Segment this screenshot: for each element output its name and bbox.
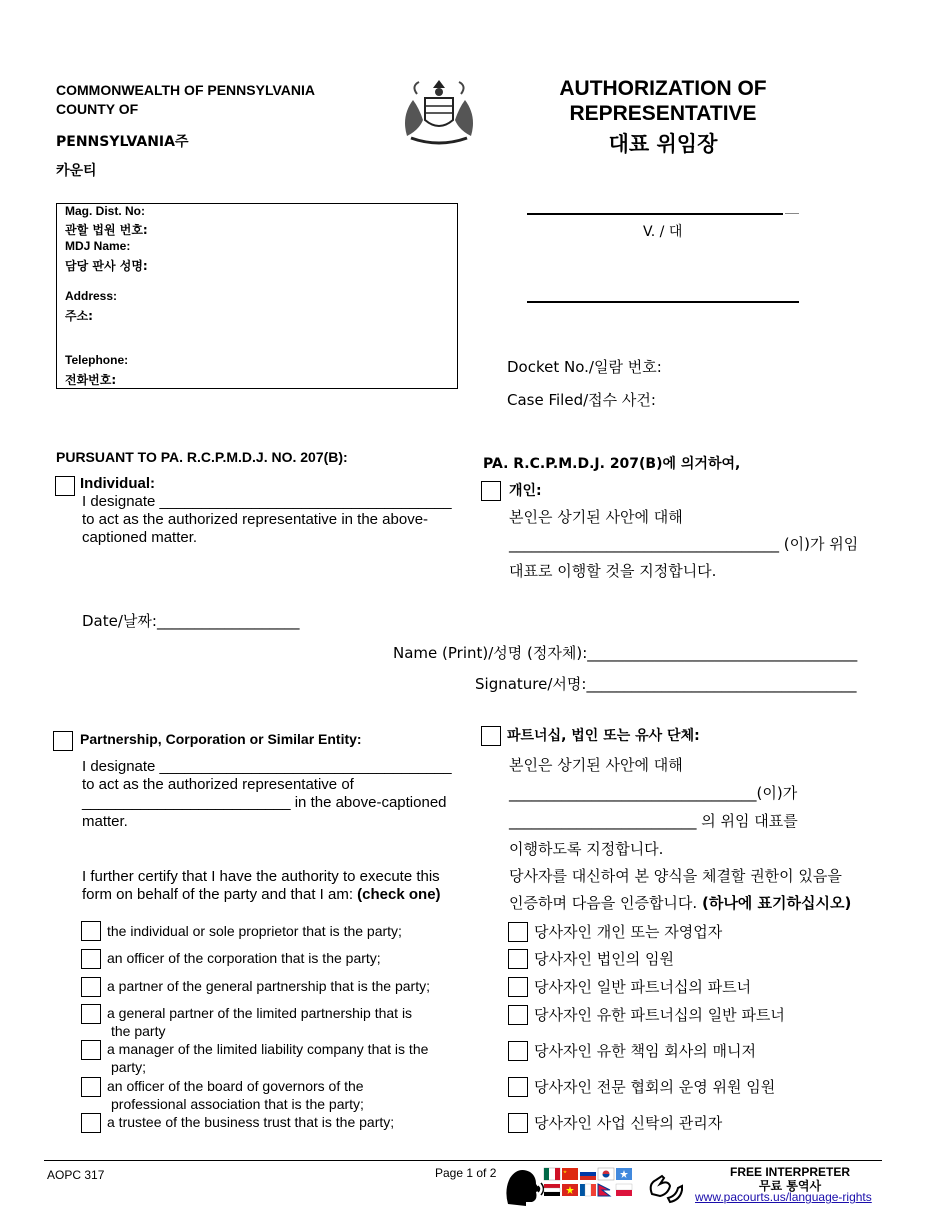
mag-dist-label: Mag. Dist. No: — [65, 204, 145, 218]
entity-ko-line4: 이행하도록 지정합니다. — [509, 840, 664, 858]
individual-ko-line2: ____________________________________ (이)가 위임 — [509, 535, 859, 553]
language-rights-link[interactable]: www.pacourts.us/language-rights — [695, 1190, 872, 1204]
individual-line2: to act as the authorized representative in the above- — [82, 511, 429, 528]
option-ko-label-7: 당사자인 사업 신탁의 관리자 — [534, 1114, 723, 1132]
individual-checkbox[interactable] — [55, 476, 75, 496]
form-title-ko: 대표 위임장 — [608, 132, 718, 156]
option-ko-label-5: 당사자인 유한 책임 회사의 매니저 — [534, 1042, 756, 1060]
entity-line2: to act as the authorized representative of — [82, 776, 354, 793]
option-checkbox-2[interactable] — [81, 949, 101, 969]
entity-line3: _________________________ in the above-captioned — [82, 794, 447, 811]
telephone-label: Telephone: — [65, 353, 129, 367]
address-ko-label: 주소: — [65, 309, 93, 323]
entity-ko-label: 파트너십, 법인 또는 유사 단체: — [507, 728, 700, 744]
mdj-name-ko-label: 담당 판사 성명: — [65, 259, 148, 273]
option-checkbox-5[interactable] — [81, 1040, 101, 1060]
option-label-1: the individual or sole proprietor that is the party; — [107, 923, 402, 939]
option-ko-label-3: 당사자인 일반 파트너십의 파트너 — [534, 978, 752, 996]
mag-dist-ko-label: 관할 법원 번호: — [65, 223, 148, 237]
option-ko-checkbox-5[interactable] — [508, 1041, 528, 1061]
form-title-line2: REPRESENTATIVE — [569, 102, 757, 125]
individual-ko-line3: 대표로 이행할 것을 지정합니다. — [509, 562, 717, 580]
option-ko-label-2: 당사자인 법인의 임원 — [534, 950, 674, 968]
option-checkbox-3[interactable] — [81, 977, 101, 997]
language-banner-icon — [502, 1164, 692, 1208]
entity-ko-checkbox[interactable] — [481, 726, 501, 746]
option-ko-label-6: 당사자인 전문 협회의 운영 위원 임원 — [534, 1078, 776, 1096]
name-print-field[interactable]: Name (Print)/성명 (정자체):____________________________________ — [393, 644, 858, 662]
option-ko-checkbox-1[interactable] — [508, 922, 528, 942]
option-ko-label-4: 당사자인 유한 파트너십의 일반 파트너 — [534, 1006, 785, 1024]
entity-certify1: I further certify that I have the authority to execute this — [82, 868, 440, 885]
signature-field[interactable]: Signature/서명:____________________________________ — [475, 675, 857, 693]
option-label-4b: the party — [111, 1023, 166, 1039]
option-ko-checkbox-7[interactable] — [508, 1113, 528, 1133]
form-title-line1: AUTHORIZATION OF — [559, 77, 767, 100]
date-field[interactable]: Date/날짜:___________________ — [82, 612, 300, 630]
entity-ko-line1: 본인은 상기된 사안에 대해 — [509, 756, 683, 774]
individual-line1: I designate ___________________________________ — [82, 493, 452, 510]
entity-checkbox[interactable] — [53, 731, 73, 751]
entity-certify2: form on behalf of the party and that I am: — [82, 886, 353, 903]
pursuant-heading-ko: PA. R.C.P.M.D.J. 207(B)에 의거하여, — [483, 456, 741, 472]
individual-label: Individual: — [80, 475, 155, 492]
entity-ko-certify1: 당사자를 대신하여 본 양식을 체결할 권한이 있음을 — [509, 867, 842, 885]
option-label-2: an officer of the corporation that is the party; — [107, 950, 381, 966]
page-number: Page 1 of 2 — [435, 1166, 497, 1180]
option-label-5b: party; — [111, 1059, 147, 1075]
jurisdiction-ko-line1: PENNSYLVANIA주 — [56, 134, 189, 150]
free-interpreter-ko-label: 무료 통역사 — [758, 1179, 822, 1193]
individual-ko-line1: 본인은 상기된 사안에 대해 — [509, 508, 683, 526]
option-checkbox-6[interactable] — [81, 1077, 101, 1097]
versus-label: V. / 대 — [643, 224, 683, 240]
entity-ko-line3: _________________________ 의 위임 대표를 — [509, 812, 798, 830]
option-label-6: an officer of the board of governors of the — [107, 1078, 364, 1094]
entity-ko-certify2: 인증하며 다음을 인증합니다. — [509, 894, 698, 912]
entity-check-one: (check one) — [357, 886, 441, 903]
entity-ko-line2: _________________________________(이)가 — [509, 784, 798, 802]
individual-ko-checkbox[interactable] — [481, 481, 501, 501]
option-label-7: a trustee of the business trust that is the party; — [107, 1114, 395, 1130]
individual-ko-label: 개인: — [509, 483, 542, 499]
mdj-name-label: MDJ Name: — [65, 239, 131, 253]
option-label-3: a partner of the general partnership that is the party; — [107, 978, 430, 994]
pennsylvania-seal-icon — [395, 76, 483, 148]
option-ko-label-1: 당사자인 개인 또는 자영업자 — [534, 923, 723, 941]
case-filed-label: Case Filed/접수 사건: — [507, 391, 656, 409]
jurisdiction-ko-line2: 카운티 — [56, 163, 97, 179]
option-ko-checkbox-6[interactable] — [508, 1077, 528, 1097]
option-ko-checkbox-3[interactable] — [508, 977, 528, 997]
entity-label: Partnership, Corporation or Similar Entity: — [80, 731, 362, 747]
entity-ko-check-one: (하나에 표기하십시오) — [701, 894, 852, 912]
address-label: Address: — [65, 289, 118, 303]
option-label-6b: professional association that is the party; — [111, 1096, 364, 1112]
option-checkbox-7[interactable] — [81, 1113, 101, 1133]
entity-line4: matter. — [82, 813, 128, 830]
option-ko-checkbox-4[interactable] — [508, 1005, 528, 1025]
court-info-box — [56, 203, 458, 389]
defendant-line[interactable] — [527, 301, 799, 303]
entity-line1: I designate ___________________________________ — [82, 758, 452, 775]
free-interpreter-label: FREE INTERPRETER — [729, 1165, 850, 1179]
footer-divider — [44, 1160, 882, 1161]
option-ko-checkbox-2[interactable] — [508, 949, 528, 969]
option-checkbox-1[interactable] — [81, 921, 101, 941]
form-id: AOPC 317 — [47, 1168, 105, 1182]
option-label-4: a general partner of the limited partnership that is — [107, 1005, 413, 1021]
option-checkbox-4[interactable] — [81, 1004, 101, 1024]
plaintiff-line[interactable] — [527, 213, 783, 215]
individual-line3: captioned matter. — [82, 529, 198, 546]
jurisdiction-line1: COMMONWEALTH OF PENNSYLVANIA — [56, 82, 315, 98]
jurisdiction-line2: COUNTY OF — [56, 101, 139, 117]
docket-label: Docket No./일람 번호: — [507, 358, 662, 376]
telephone-ko-label: 전화번호: — [65, 373, 117, 387]
pursuant-heading: PURSUANT TO PA. R.C.P.M.D.J. NO. 207(B): — [56, 449, 348, 465]
option-label-5: a manager of the limited liability company that is the — [107, 1041, 429, 1057]
